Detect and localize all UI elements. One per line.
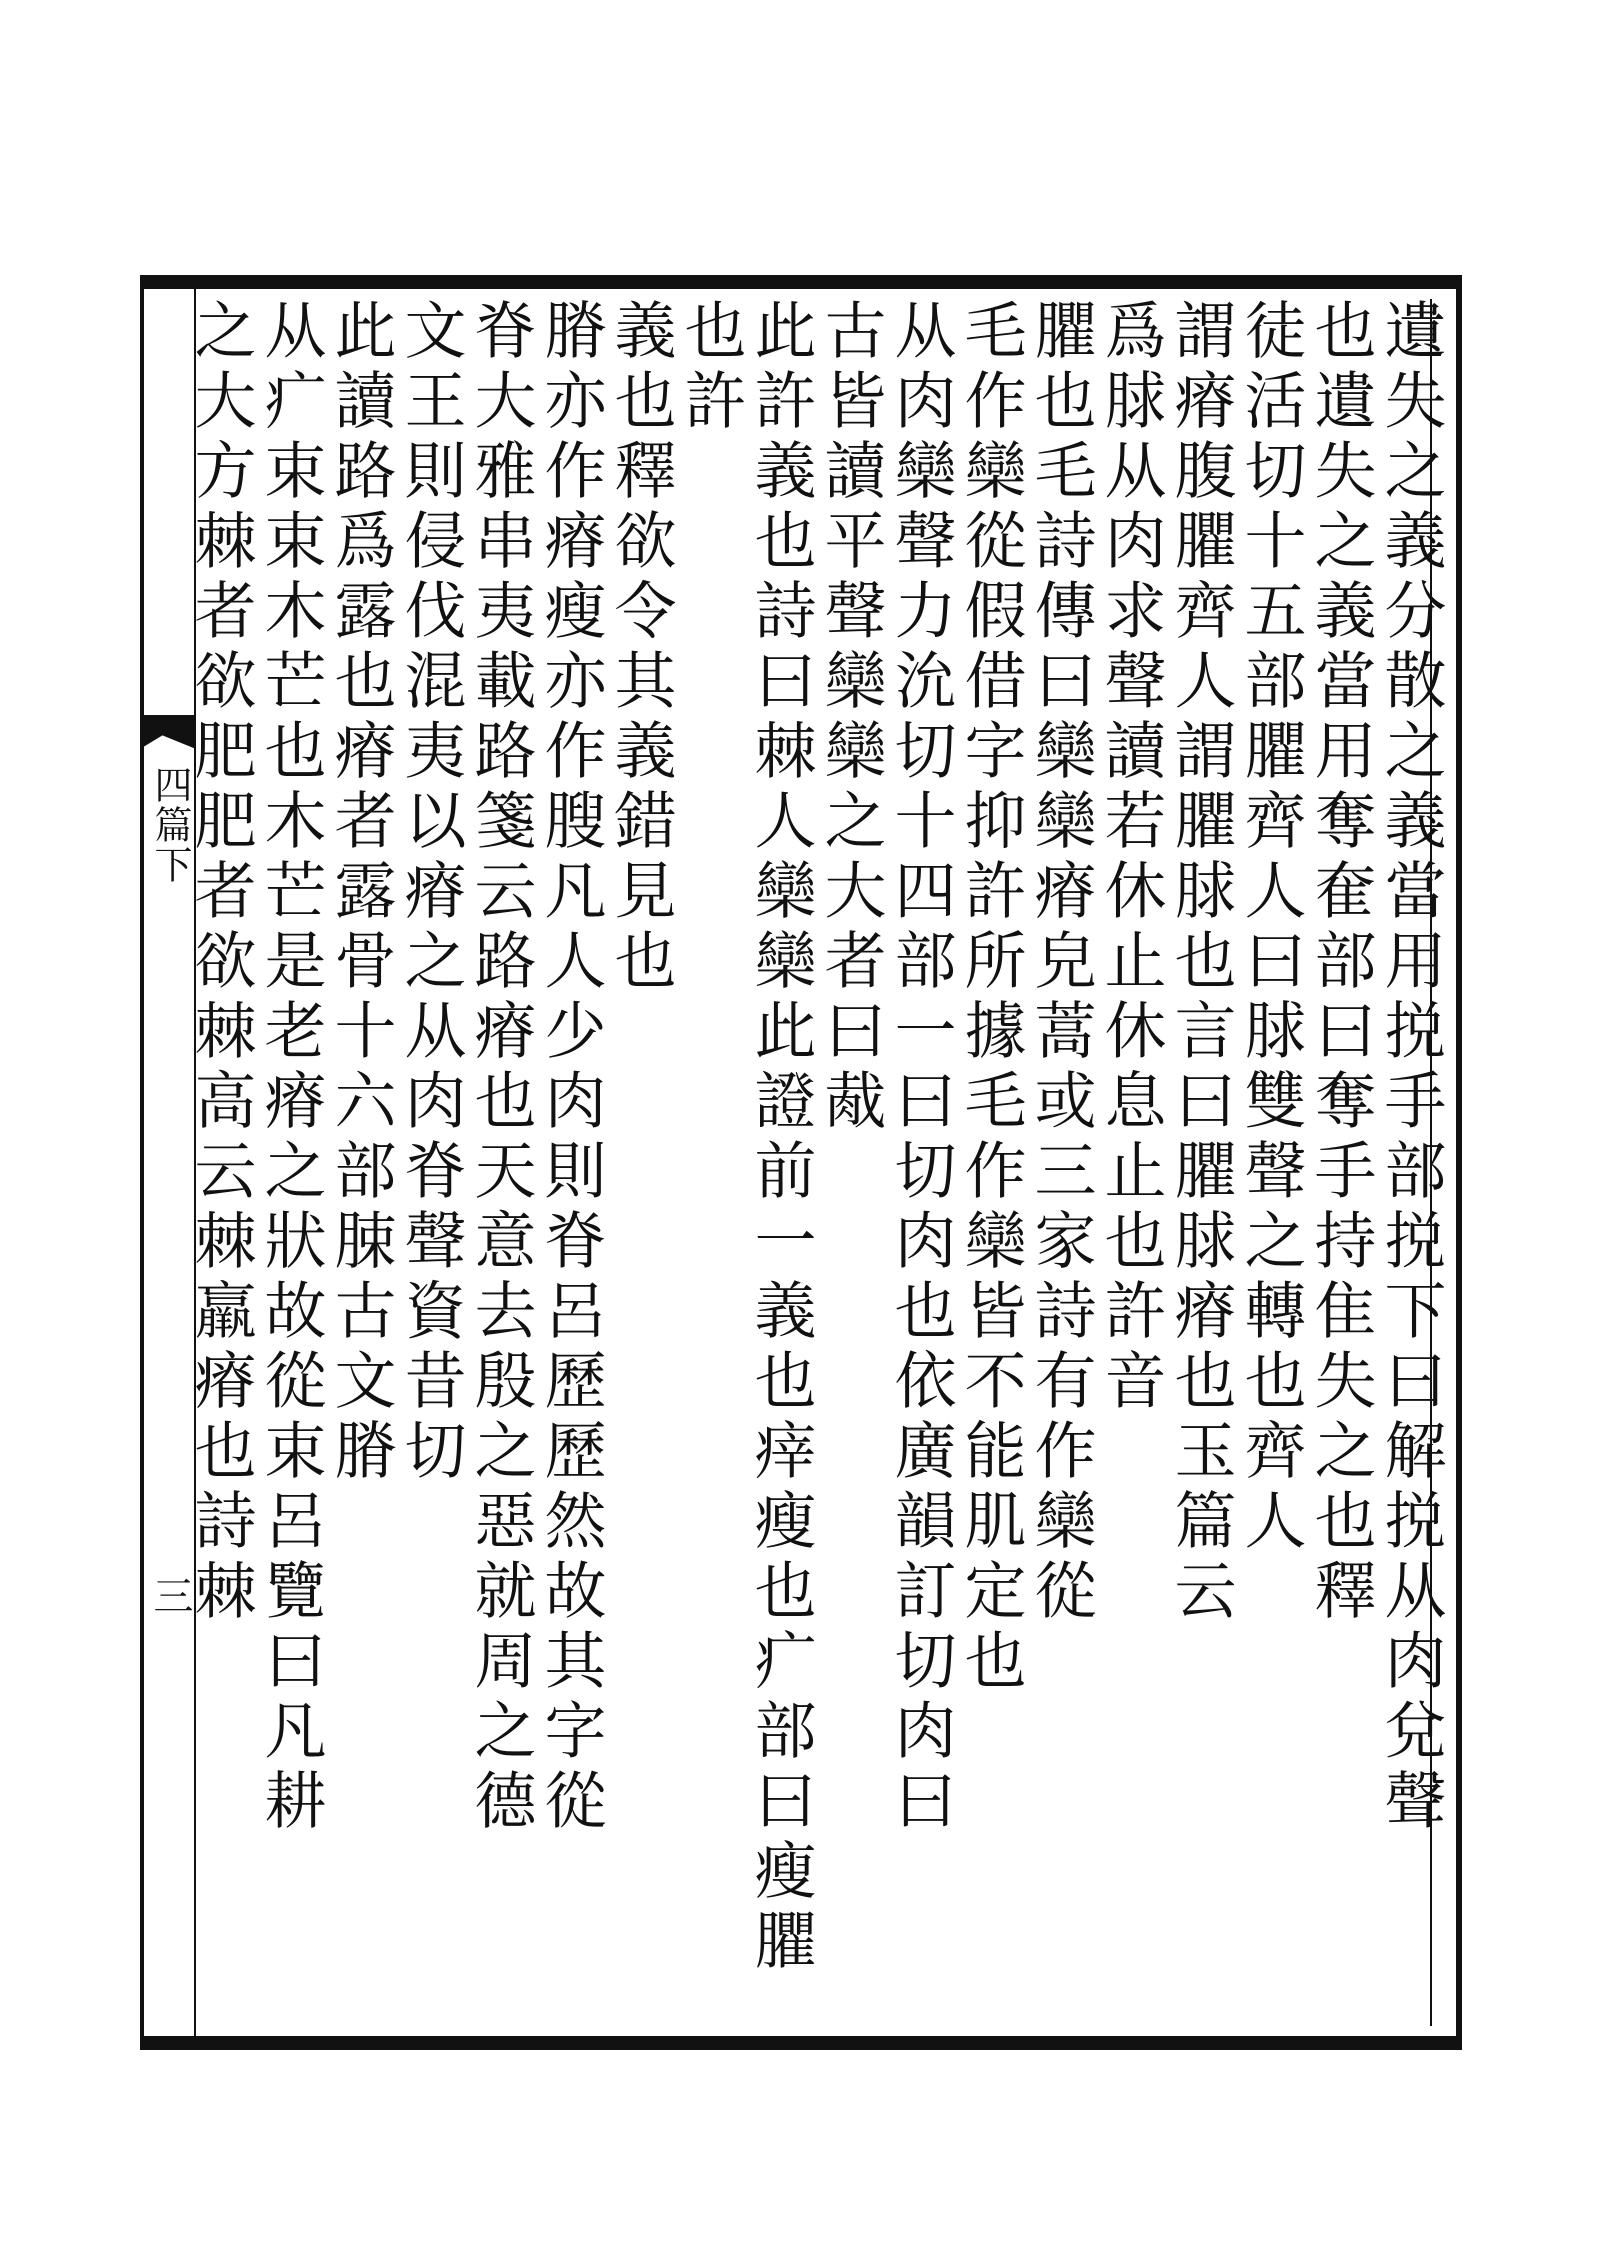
text-column: 文王則侵伐混夷以瘠之从肉脊聲資昔切	[394, 298, 467, 1488]
text-column: 古皆讀平聲欒欒之大者曰胾	[814, 298, 887, 1138]
text-column: 爲脙从肉求聲讀若休止休息止也許音	[1094, 298, 1167, 1418]
volume-title: 四篇下	[148, 765, 192, 885]
text-column: 从疒束束木芒也木芒是老瘠之狀故從束呂覽曰凡耕	[254, 298, 327, 1838]
text-column: 之大方棘者欲肥肥者欲棘高云棘羸瘠也詩棘	[184, 298, 257, 1628]
page-number: 三	[147, 1575, 193, 1615]
text-column: 徒活切十五部臞齊人曰脙雙聲之轉也齊人	[1234, 298, 1307, 1558]
text-column: 从肉欒聲力沇切十四部一曰切肉也依廣韻訂切肉曰	[884, 298, 957, 1838]
text-column: 遺失之義分散之義當用捝手部捝下曰解捝从肉兌聲	[1374, 298, 1447, 1838]
text-column: 臞也毛詩傳曰欒欒瘠皃蒿或三家詩有作欒從	[1024, 298, 1097, 1628]
text-column: 毛作欒從假借字抑許所據毛作欒皆不能肌定也	[954, 298, 1027, 1698]
text-column: 也遺失之義當用奪奞部曰奪手持隹失之也釋	[1304, 298, 1377, 1628]
text-column: 義也釋欲令其義錯見也	[604, 298, 677, 998]
margin-rule-outer	[140, 275, 144, 2050]
text-block	[184, 298, 1447, 2038]
text-column: 謂瘠腹臞齊人謂臞脙也言曰臞脙瘠也玉篇云	[1164, 298, 1237, 1628]
text-column: 脊大雅串夷載路箋云路瘠也天意去殷之惡就周之德	[464, 298, 537, 1838]
text-column: 此讀路爲露也瘠者露骨十六部脨古文膌	[324, 298, 397, 1488]
text-column: 此許義也詩曰棘人欒欒此證前一義也㾕瘦也疒部曰瘦臞也許	[674, 298, 817, 1978]
text-column: 膌亦作瘠瘦亦作膄凡人少肉則脊呂歷歷然故其字從	[534, 298, 607, 1838]
